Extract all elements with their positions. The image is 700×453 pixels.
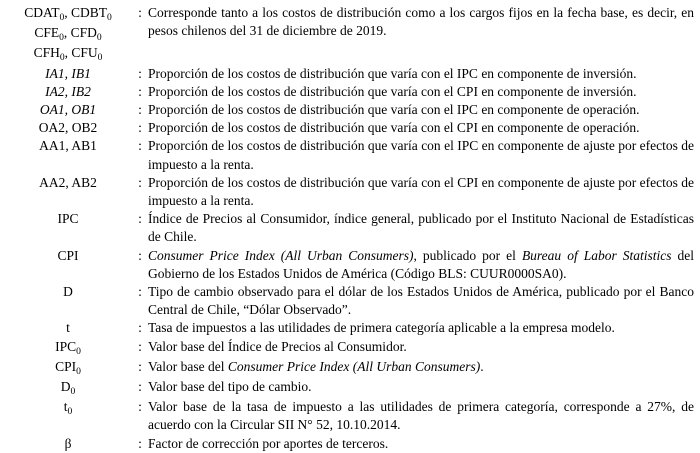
glossary-term-line: OA1, OB1 — [39, 102, 97, 118]
glossary-table-body — [4, 4, 694, 453]
glossary-term-line: t — [66, 320, 70, 336]
glossary-row — [4, 319, 694, 337]
glossary-term-line: AA2, AB2 — [39, 174, 97, 190]
glossary-definition: Tipo de cambio observado para el dólar de los Estados Unidos de América, publicado por el Banco Central de Chile, “Dólar Observado”. — [148, 284, 694, 318]
glossary-row — [4, 4, 694, 65]
glossary-row — [4, 435, 694, 453]
glossary-term-line: $CDAT_0$, $CDBT_0$ — [24, 5, 112, 23]
glossary-row — [4, 247, 694, 283]
glossary-definition: Proporción de los costos de distribución que varía con el CPI en componente de operación. — [148, 120, 640, 136]
glossary-row — [4, 174, 694, 210]
glossary-row — [4, 101, 694, 119]
glossary-row — [4, 210, 694, 246]
glossary-term — [4, 319, 132, 337]
glossary-term — [4, 210, 132, 246]
glossary-term-line: IA2, IB2 — [45, 83, 91, 99]
glossary-definition: Proporción de los costos de distribución que varía con el IPC en componente de inversión. — [148, 65, 637, 81]
glossary-term — [4, 247, 132, 283]
glossary-term-line: OA2, OB2 — [38, 120, 98, 136]
glossary-colon: : — [138, 102, 142, 118]
glossary-row — [4, 83, 694, 101]
glossary-definition: Factor de corrección por aportes de terceros. — [148, 435, 389, 451]
glossary-term-line: $D_0$ — [60, 379, 76, 398]
glossary-term — [4, 119, 132, 137]
glossary-term-line: D — [63, 284, 73, 300]
glossary-term — [4, 174, 132, 210]
glossary-colon: : — [138, 435, 142, 451]
glossary-definition: Proporción de los costos de distribución que varía con el CPI en componente de inversión. — [148, 83, 637, 99]
glossary-row — [4, 358, 694, 378]
glossary-table — [4, 4, 694, 453]
glossary-definition: Proporción de los costos de distribución que varía con el CPI en componente de ajuste por efectos de impuesto a la renta. — [148, 174, 694, 209]
glossary-colon: : — [138, 284, 142, 300]
glossary-row — [4, 65, 694, 83]
glossary-definition: Valor base del tipo de cambio. — [148, 379, 312, 395]
glossary-colon: : — [138, 5, 142, 20]
glossary-definition: Proporción de los costos de distribución que varía con el IPC en componente de operación. — [148, 102, 640, 118]
glossary-row — [4, 378, 694, 398]
glossary-term — [4, 338, 132, 358]
glossary-colon: : — [138, 338, 142, 354]
glossary-definition: Proporción de los costos de distribución que varía con el IPC en componente de ajuste por efectos de impuesto a la renta. — [148, 138, 694, 172]
glossary-term — [4, 435, 132, 453]
glossary-colon: : — [138, 247, 142, 263]
glossary-colon: : — [138, 211, 142, 227]
glossary-term-line: $CFE_0$, $CFD_0$ — [34, 25, 102, 44]
glossary-colon: : — [138, 399, 142, 415]
glossary-term — [4, 65, 132, 83]
glossary-colon: : — [138, 174, 142, 190]
glossary-row — [4, 338, 694, 358]
glossary-colon: : — [138, 320, 142, 336]
glossary-term — [4, 137, 132, 173]
glossary-colon: : — [138, 120, 142, 136]
glossary-colon: : — [138, 379, 142, 395]
glossary-row — [4, 137, 694, 173]
glossary-definition: Tasa de impuestos a las utilidades de primera categoría aplicable a la empresa modelo. — [148, 320, 615, 336]
glossary-term-line: $CFH_0$, $CFU_0$ — [33, 45, 103, 64]
glossary-definition: Índice de Precios al Consumidor, índice general, publicado por el Instituto Nacional de Estadísticas de Chile. — [148, 211, 694, 245]
glossary-definition: Valor base del Consumer Price Index (All Urban Consumers). — [148, 358, 484, 374]
glossary-term-line: CPI — [57, 247, 79, 263]
glossary-colon: : — [138, 138, 142, 154]
glossary-term — [4, 283, 132, 319]
glossary-term — [4, 358, 132, 378]
glossary-term-line: β — [64, 435, 72, 451]
glossary-row — [4, 398, 694, 434]
glossary-term-line: IPC — [57, 211, 79, 227]
glossary-definition: Consumer Price Index (All Urban Consumers), publicado por el Bureau of Labor Statistics del Gobierno de los Estados Unidos de América (Código BLS: CUUR0000SA0). — [148, 247, 694, 281]
glossary-colon: : — [138, 358, 142, 374]
glossary-term — [4, 83, 132, 101]
glossary-row — [4, 283, 694, 319]
glossary-term-line: $IPC_0$ — [55, 338, 81, 357]
glossary-definition: Valor base del Índice de Precios al Consumidor. — [148, 338, 407, 354]
glossary-term — [4, 378, 132, 398]
glossary-term — [4, 4, 132, 65]
glossary-row — [4, 119, 694, 137]
glossary-colon: : — [138, 83, 142, 99]
glossary-colon: : — [138, 65, 142, 81]
glossary-term-line: $t_0$ — [63, 399, 73, 418]
glossary-term — [4, 398, 132, 434]
glossary-definition: Corresponde tanto a los costos de distribución como a los cargos fijos en la fecha base, es decir, en pesos chilenos del 31 de diciembre de 2019. — [148, 5, 694, 39]
glossary-term-line: IA1, IB1 — [45, 65, 91, 81]
glossary-term-line: AA1, AB1 — [39, 138, 97, 154]
glossary-term-line: $CPI_0$ — [55, 358, 81, 377]
glossary-term — [4, 101, 132, 119]
glossary-definition: Valor base de la tasa de impuesto a las utilidades de primera categoría, corresponde a 27%, de acuerdo con la Circular SII N° 52, 10.10.2014. — [148, 399, 694, 433]
